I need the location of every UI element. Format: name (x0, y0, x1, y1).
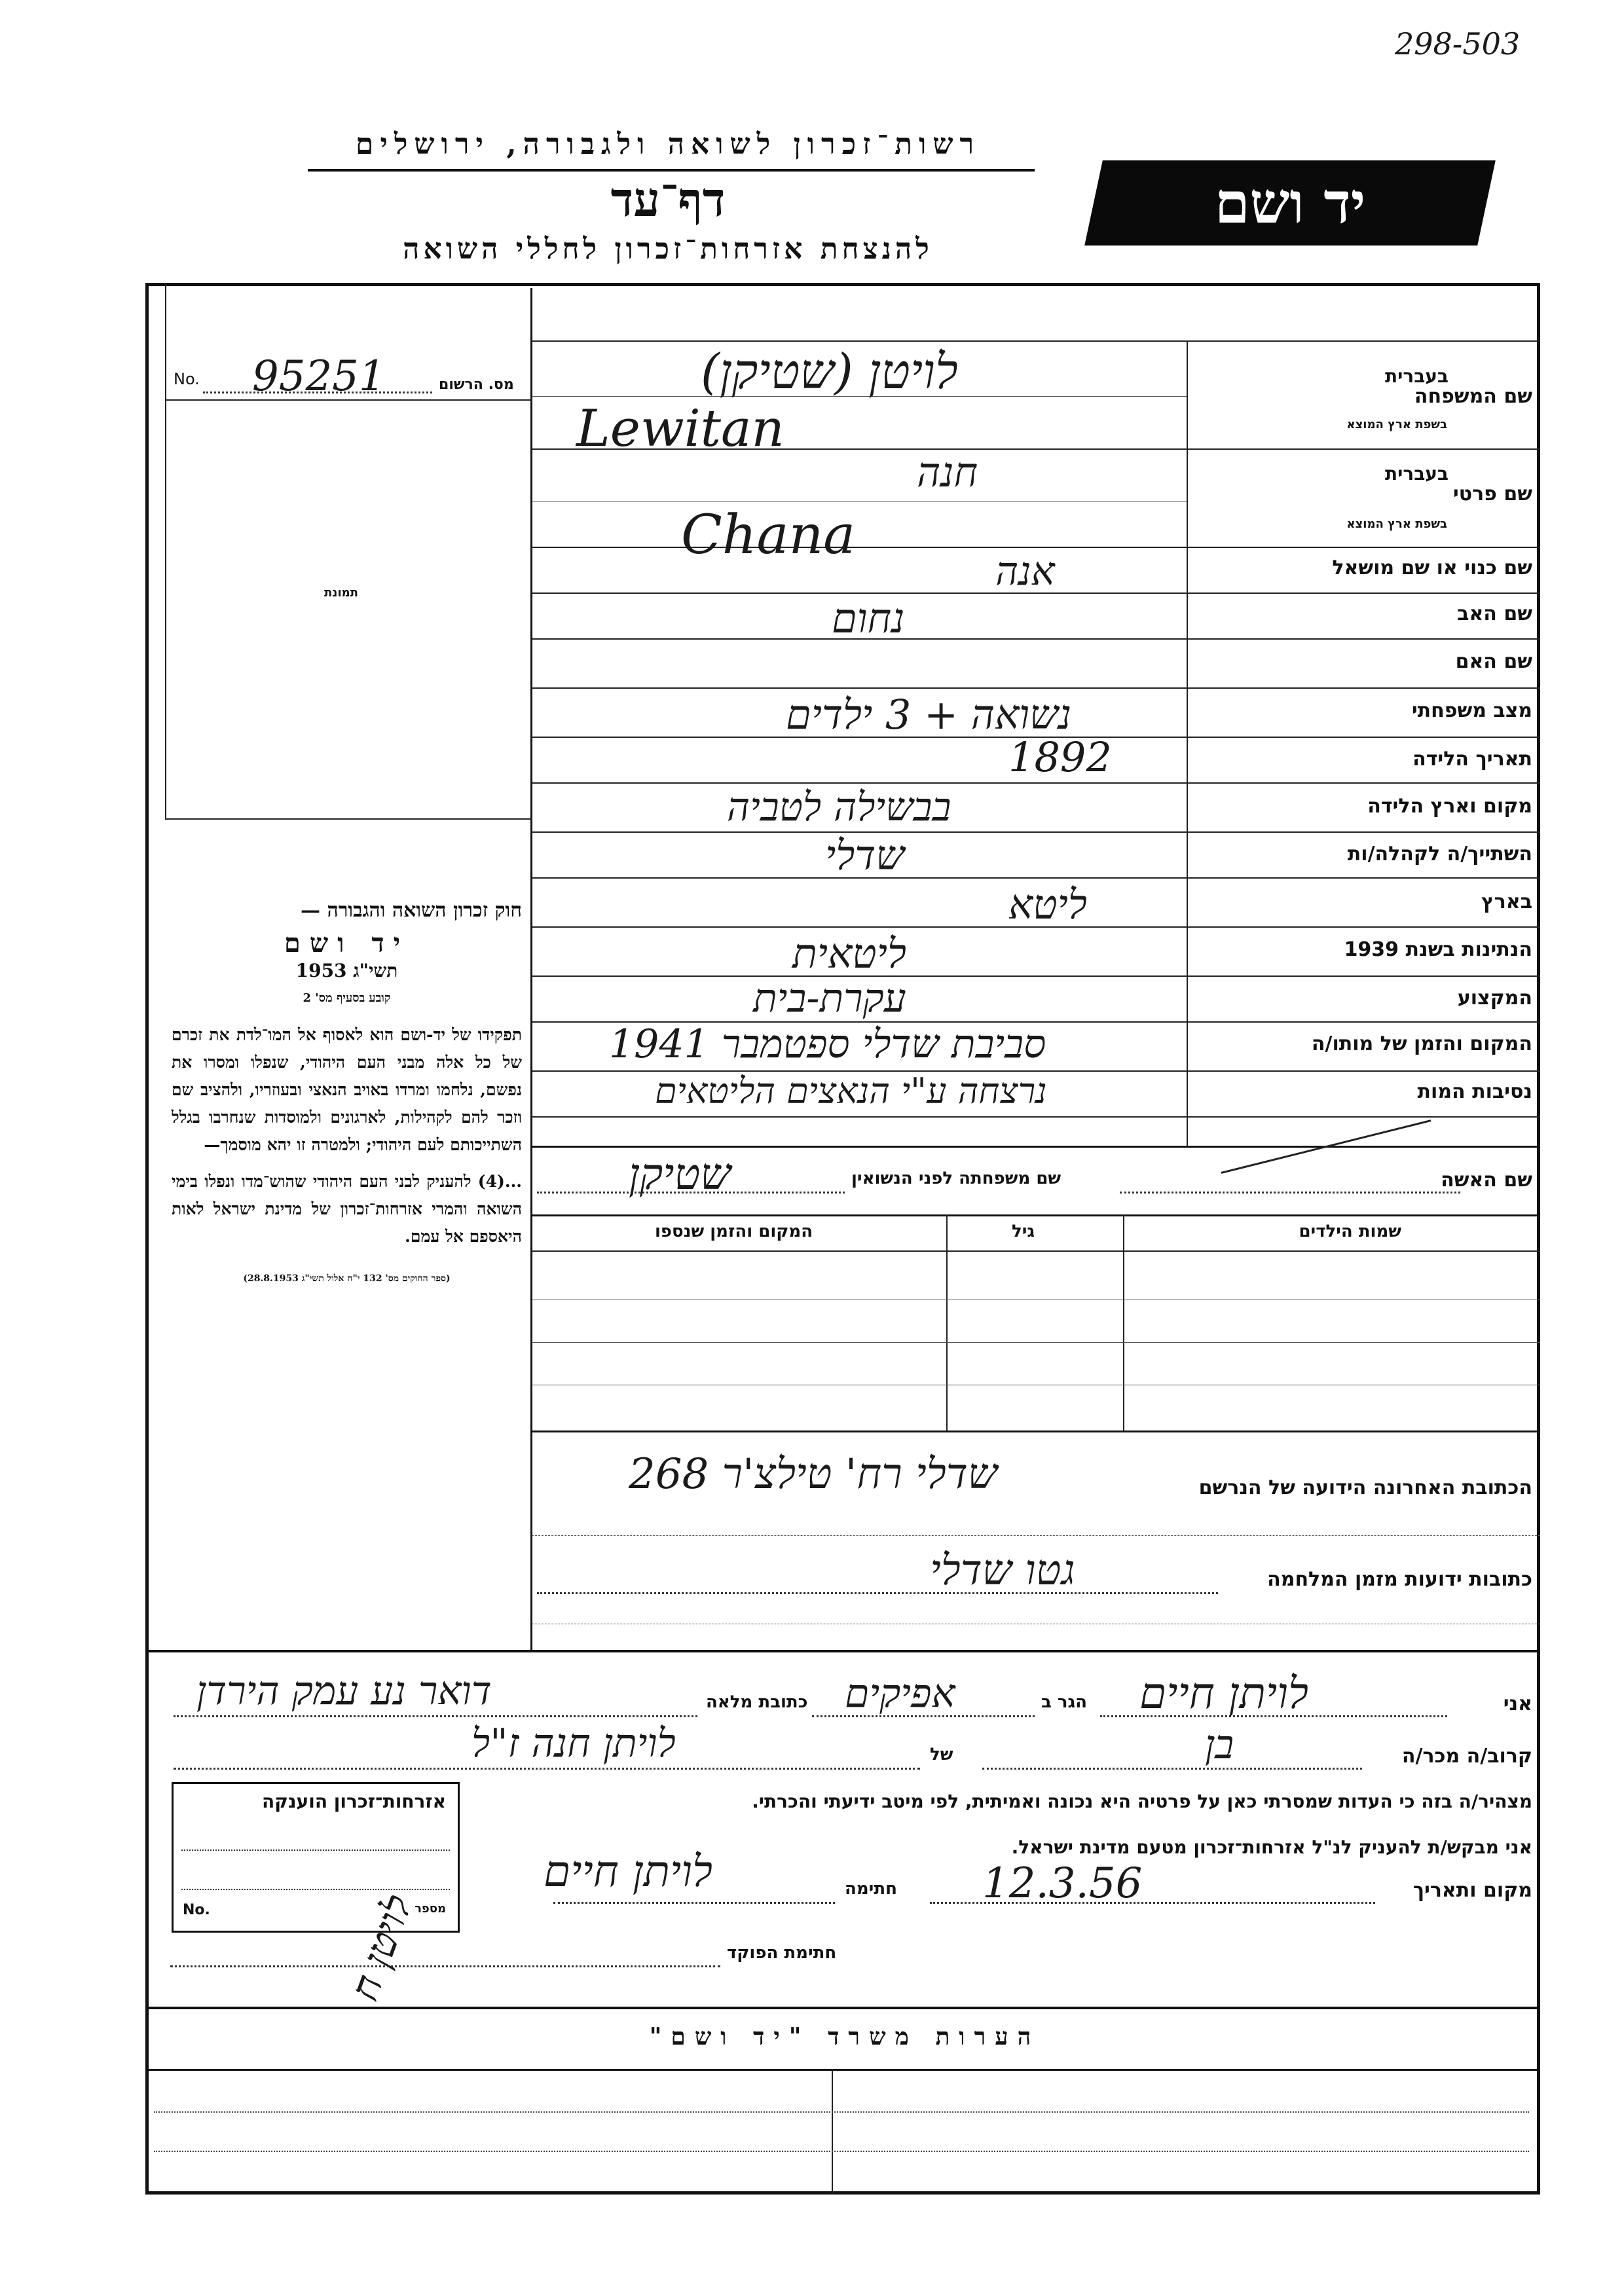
law-name: יד ושם (284, 928, 410, 958)
row-rule (532, 1116, 1540, 1118)
witness-relation: בן (1205, 1722, 1234, 1768)
officer-signature-label: חתימת הפוקד (727, 1943, 837, 1963)
photo-label: תמונת (324, 586, 358, 600)
law-source: (ספר החוקים מס' 132 י"ח אלול תשי"ג 28.8.1953) (243, 1273, 451, 1284)
marital-value: נשואה + 3 ילדים (786, 691, 1072, 738)
office-notes-title: הערות משרד "יד ושם" (649, 2023, 1041, 2050)
children-divider-2 (1123, 1214, 1124, 1430)
row-rule (532, 1250, 1540, 1252)
marital-label: מצב משפחתי (1411, 699, 1532, 722)
officer-signature: לויטן ח (341, 1889, 422, 2007)
row-rule (532, 1342, 1540, 1343)
law-paragraph-1: תפקידו של יד-ושם הוא לאסוף אל המו־לדת את זכרם של כל אלה מבני העם היהודי, שנפלו ומסרו את נפשם, נלחמו ומרדו באויב הנאצי ובעוזריו, ולהציב שם וזכר להם לקהילות, לארגונים ולמוסדות שנחרבו בגלל השתייכותם לעם היהודי; ולמטרה זו יהא מוסמך— (172, 1025, 522, 1154)
row-rule (532, 638, 1540, 640)
row-rule (532, 1146, 1540, 1148)
family-name-native: Lewitan (576, 399, 784, 458)
registration-number: 95251 (252, 352, 386, 401)
country-value: ליטא (1008, 881, 1087, 928)
citizenship-box-title: אזרחות־זכרון הוענקה (262, 1791, 446, 1812)
profession-label: המקצוע (1457, 987, 1532, 1010)
row-rule (532, 1430, 1540, 1432)
birth-date-value: 1892 (1008, 733, 1112, 781)
children-col-place: המקום והזמן שנספו (655, 1222, 813, 1241)
witness-full-address: דואר נע עמק הירדן (196, 1668, 492, 1714)
notes-line (154, 2151, 1529, 2152)
row-rule (145, 2007, 1540, 2009)
father-value: נחום (832, 594, 905, 642)
children-divider-1 (946, 1214, 948, 1430)
law-year: תשי"ג 1953 (295, 960, 398, 981)
witness-request: אני מבקש/ת להעניק לנ"ל אזרחות־זכרון מטעם מדינת ישראל. (1011, 1836, 1532, 1858)
children-col-names: שמות הילדים (1299, 1222, 1401, 1241)
family-name-native-label: בשפת ארץ המוצא (1346, 418, 1447, 431)
photo-bottom-rule (165, 818, 532, 820)
law-dash: — (300, 899, 320, 922)
witness-address-line (174, 1715, 697, 1717)
death-value: סביבת שדלי ספטמבר 1941 (609, 1021, 1046, 1067)
community-label: השתייך/ה לקהלה/ות (1347, 843, 1532, 866)
community-value: שדלי (825, 831, 905, 879)
family-name-he-label: בעברית (1384, 365, 1449, 387)
witness-date: 12.3.56 (982, 1859, 1143, 1908)
family-name-label: שם המשפחה (1414, 385, 1532, 408)
witness-full-address-label: כתובת מלאה (706, 1692, 808, 1712)
citizenship-box-line (181, 1889, 450, 1890)
citizenship-box-line (181, 1850, 450, 1851)
form-subtitle: להנצחת אזרחות־זכרון לחללי השואה (403, 232, 933, 266)
row-rule (145, 1650, 1540, 1652)
first-name-he: חנה (917, 448, 978, 496)
last-address-value: שדלי רח' טילצ'ר 268 (629, 1450, 998, 1499)
birth-place-value: בבשילה לטביה (727, 784, 951, 830)
reg-label-en: No. (174, 370, 200, 388)
citizenship-value: ליטאית (792, 930, 906, 977)
first-name-native: Chana (681, 504, 856, 566)
photo-inner-left (165, 283, 166, 820)
reg-rule (165, 399, 532, 401)
label-column-divider (1187, 340, 1188, 1146)
yad-vashem-logo (1084, 160, 1496, 246)
death-label: המקום והזמן של מותו/ה (1311, 1032, 1532, 1055)
witness-of-name: לויתן חנה ז"ל (471, 1721, 676, 1766)
signature-label: חתימה (845, 1879, 897, 1899)
place-date-label: מקום ותאריך (1412, 1879, 1532, 1902)
witness-of-label: של (930, 1745, 953, 1764)
witness-city: אפיקים (845, 1671, 955, 1717)
row-rule (532, 340, 1540, 342)
war-address-label: כתובות ידועות מזמן המלחמה (1267, 1568, 1532, 1591)
spouse-label: שם האשה (1441, 1169, 1532, 1192)
form-title: דף־עד (610, 172, 726, 227)
circumstances-value: נרצחה ע"י הנאצים הליטאים (655, 1070, 1047, 1112)
row-rule (532, 1535, 1540, 1536)
signature-line (553, 1902, 835, 1904)
row-rule (532, 1214, 1540, 1216)
law-title: חוק זכרון השואה והגבורה (327, 899, 522, 922)
first-name-he-label: בעברית (1384, 463, 1449, 484)
frame-inner-right (1538, 283, 1540, 2195)
row-rule (532, 687, 1540, 689)
row-rule (532, 831, 1540, 833)
law-clause: קובע בסעיף מס' 2 (303, 991, 391, 1005)
children-col-age: גיל (1012, 1222, 1035, 1241)
war-address-line (537, 1592, 1218, 1594)
war-address-value: גטו שדלי (930, 1546, 1075, 1595)
row-rule (532, 877, 1540, 879)
citizenship-box-no-he: מספר (415, 1902, 446, 1916)
witness-relative-label: קרוב/ה מכר/ה (1401, 1745, 1532, 1768)
spouse-maiden-label: שם משפחתה לפני הנשואין (851, 1169, 1061, 1188)
birth-place-label: מקום וארץ הלידה (1367, 795, 1532, 818)
nickname-value: אנה (995, 549, 1055, 594)
of-name-line (174, 1768, 920, 1770)
father-label: שם האב (1457, 602, 1532, 625)
row-rule (145, 2069, 1540, 2071)
relation-line (982, 1768, 1362, 1770)
law-paragraph-2: ...(4) להעניק לבני העם היהודי שהוש־מדו ונפלו בימי השואה והמרי אזרחות־זכרון של מדינת ישראל לאות היאספם אל עמם. (172, 1172, 522, 1246)
birth-date-label: תאריך הלידה (1412, 748, 1532, 771)
notes-divider (832, 2069, 833, 2193)
photo-column-divider (530, 288, 532, 1650)
authority-name: רשות־זכרון לשואה ולגבורה, ירושלים (355, 128, 981, 161)
witness-name: לויתן חיים (1139, 1668, 1308, 1719)
first-name-label: שם פרטי (1452, 483, 1532, 505)
citizenship-label: הנתינות בשנת 1939 (1344, 938, 1532, 961)
row-rule (532, 782, 1540, 784)
spouse-maiden-name: שטיקן (629, 1149, 731, 1199)
witness-declaration: מצהיר/ה בזה כי העדות שמסרתי כאן על פרטיה היא נכונה ואמיתית, לפי מיטב ידיעתי והכרתי. (752, 1791, 1532, 1812)
nickname-label: שם כנוי או שם מושאל (1332, 556, 1532, 579)
reg-label-he: מס. הרשום (439, 376, 514, 393)
archive-number: 298-503 (1395, 26, 1521, 62)
citizenship-granted-box (172, 1782, 460, 1933)
last-address-label: הכתובת האחרונה הידועה של הנרשם (1198, 1476, 1532, 1499)
circumstances-label: נסיבות המות (1417, 1080, 1532, 1103)
country-label: בארץ (1481, 890, 1532, 913)
logo-text: יד ושם (1214, 170, 1366, 236)
law-text-block (172, 897, 522, 1292)
witness-lives-label: הגר ב (1041, 1692, 1088, 1712)
notes-line (154, 2111, 1529, 2113)
citizenship-box-no-en: No. (183, 1902, 210, 1918)
profession-value: עקרת-בית (753, 975, 906, 1021)
witness-signature: לויתן חיים (544, 1846, 712, 1897)
row-rule (532, 975, 1540, 977)
spouse-line (1120, 1192, 1460, 1194)
mother-label: שם האם (1455, 650, 1532, 673)
officer-line (170, 1965, 720, 1967)
first-name-native-label: בשפת ארץ המוצא (1346, 517, 1447, 531)
family-name-he: לויטן (שטיקן) (701, 344, 958, 400)
witness-i-label: אני (1503, 1692, 1532, 1715)
